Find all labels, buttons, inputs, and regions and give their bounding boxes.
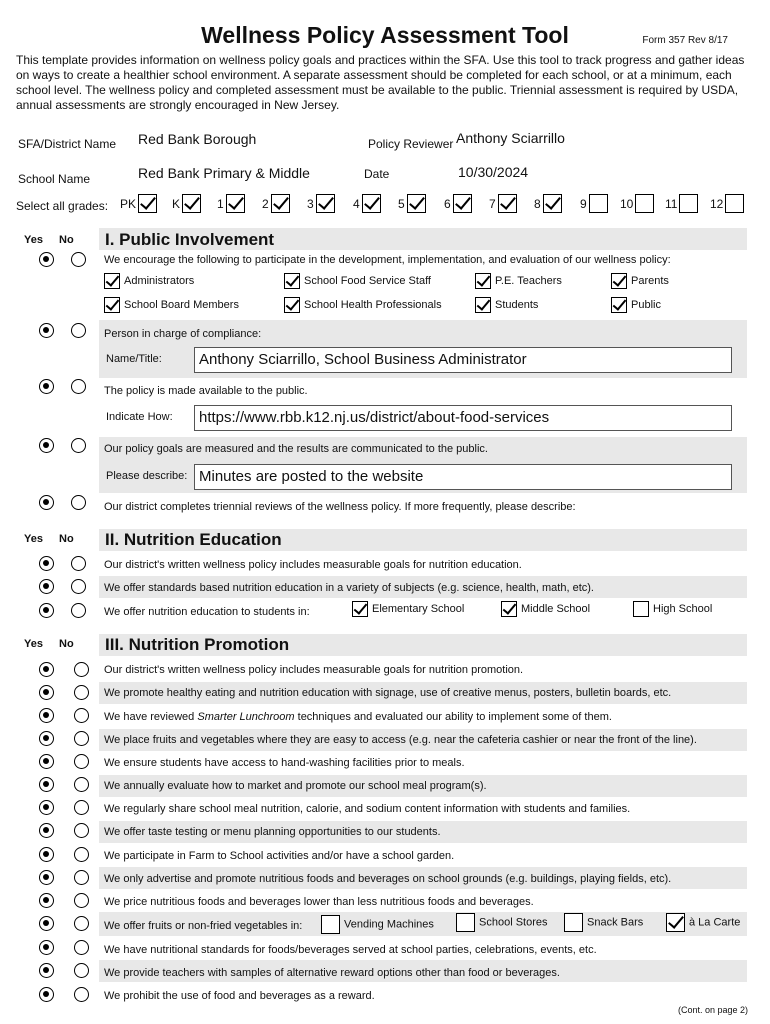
option-label: Administrators bbox=[124, 274, 195, 287]
yes-radio[interactable] bbox=[39, 379, 54, 394]
participant-school-board[interactable] bbox=[104, 297, 239, 313]
no-radio[interactable] bbox=[71, 379, 86, 394]
grade-pk[interactable] bbox=[120, 194, 159, 213]
date-label: Date bbox=[364, 167, 390, 181]
checkbox[interactable] bbox=[284, 273, 300, 289]
checkbox[interactable] bbox=[321, 915, 340, 934]
date-field[interactable]: 10/30/2024 bbox=[458, 164, 529, 180]
no-radio[interactable] bbox=[74, 731, 89, 746]
option-label: Middle School bbox=[521, 602, 591, 615]
option-label: Students bbox=[495, 298, 539, 311]
grade-label: 8 bbox=[534, 196, 541, 211]
grade-label: PK bbox=[120, 196, 137, 211]
grade-checkbox[interactable] bbox=[498, 194, 517, 213]
level-high[interactable] bbox=[633, 601, 712, 617]
yes-radio[interactable] bbox=[39, 603, 54, 618]
yes-header: Yes bbox=[24, 533, 43, 545]
question-text bbox=[104, 711, 612, 723]
section-title: II. Nutrition Education bbox=[105, 530, 282, 549]
grade-checkbox[interactable] bbox=[362, 194, 381, 213]
question-text: We regularly share school meal nutrition, calorie, and sodium content information with students and families. bbox=[104, 803, 631, 815]
yes-radio[interactable] bbox=[39, 252, 54, 267]
yes-radio[interactable] bbox=[39, 754, 54, 769]
no-radio[interactable] bbox=[71, 495, 86, 510]
venue-snack-bars[interactable] bbox=[564, 913, 643, 932]
no-radio[interactable] bbox=[74, 754, 89, 769]
question-text-part: techniques and evaluated our ability to implement some of them. bbox=[294, 711, 612, 723]
question-text: Our policy goals are measured and the results are communicated to the public. bbox=[104, 443, 488, 455]
grade-label: 12 bbox=[710, 196, 724, 211]
grade-checkbox[interactable] bbox=[589, 194, 608, 213]
question-text: We prohibit the use of food and beverages as a reward. bbox=[104, 990, 375, 1002]
yes-radio[interactable] bbox=[39, 556, 54, 571]
grade-checkbox[interactable] bbox=[543, 194, 562, 213]
yes-header: Yes bbox=[24, 234, 43, 246]
yes-radio[interactable] bbox=[39, 870, 54, 885]
no-header: No bbox=[59, 234, 74, 246]
venue-vending[interactable] bbox=[321, 915, 434, 934]
grade-checkbox[interactable] bbox=[182, 194, 201, 213]
venue-a-la-carte[interactable] bbox=[666, 913, 740, 932]
no-radio[interactable] bbox=[74, 940, 89, 955]
grade-label: 5 bbox=[398, 196, 405, 211]
yes-radio[interactable] bbox=[39, 916, 54, 931]
grade-label: 9 bbox=[580, 196, 587, 211]
sfa-label: SFA/District Name bbox=[18, 137, 117, 151]
participant-students[interactable] bbox=[475, 297, 538, 313]
question-text: Our district's written wellness policy includes measurable goals for nutrition education. bbox=[104, 559, 522, 571]
participant-parents[interactable] bbox=[611, 273, 669, 289]
grades-label: Select all grades: bbox=[16, 199, 109, 213]
yes-radio[interactable] bbox=[39, 823, 54, 838]
no-radio[interactable] bbox=[74, 916, 89, 931]
grade-checkbox[interactable] bbox=[316, 194, 335, 213]
yes-radio[interactable] bbox=[39, 662, 54, 677]
question-text: The policy is made available to the public. bbox=[104, 385, 308, 397]
grade-11[interactable] bbox=[665, 194, 700, 213]
availability-field[interactable]: https://www.rbb.k12.nj.us/district/about-food-services bbox=[194, 405, 732, 431]
grade-checkbox[interactable] bbox=[226, 194, 245, 213]
section-title: III. Nutrition Promotion bbox=[105, 635, 290, 654]
checkbox[interactable] bbox=[284, 297, 300, 313]
participant-administrators[interactable] bbox=[104, 273, 194, 289]
option-label: P.E. Teachers bbox=[495, 274, 562, 287]
grade-checkbox[interactable] bbox=[725, 194, 744, 213]
grade-label: 6 bbox=[444, 196, 451, 211]
section-nutrition-education-header bbox=[16, 530, 756, 552]
option-label: School Food Service Staff bbox=[304, 274, 431, 287]
no-radio[interactable] bbox=[74, 963, 89, 978]
grade-label: 10 bbox=[620, 196, 634, 211]
yes-radio[interactable] bbox=[39, 579, 54, 594]
question-text: Our district's written wellness policy includes measurable goals for nutrition promotion. bbox=[104, 664, 524, 676]
form-number: Form 357 Rev 8/17 bbox=[642, 35, 728, 46]
grade-label: 7 bbox=[489, 196, 496, 211]
checkbox[interactable] bbox=[564, 913, 583, 932]
no-radio[interactable] bbox=[71, 556, 86, 571]
school-field[interactable]: Red Bank Primary & Middle bbox=[138, 165, 310, 181]
continuation-note: (Cont. on page 2) bbox=[677, 1005, 748, 1015]
section-public-involvement-header bbox=[16, 230, 756, 252]
question-text: We offer fruits or non-fried vegetables in: bbox=[104, 920, 303, 932]
question-text: We offer taste testing or menu planning opportunities to our students. bbox=[104, 826, 441, 838]
question-text: We price nutritious foods and beverages lower than less nutritious foods and beverages. bbox=[104, 896, 534, 908]
yes-radio[interactable] bbox=[39, 987, 54, 1002]
compliance-name-field[interactable]: Anthony Sciarrillo, School Business Administrator bbox=[194, 347, 732, 373]
checkbox[interactable] bbox=[666, 913, 685, 932]
question-text: Person in charge of compliance: bbox=[104, 328, 262, 340]
grade-k[interactable] bbox=[172, 194, 203, 213]
checkbox[interactable] bbox=[611, 297, 627, 313]
yes-radio[interactable] bbox=[39, 438, 54, 453]
option-label: School Board Members bbox=[124, 298, 239, 311]
yes-radio[interactable] bbox=[39, 963, 54, 978]
grade-checkbox[interactable] bbox=[453, 194, 472, 213]
grade-label: 2 bbox=[262, 196, 269, 211]
yes-radio[interactable] bbox=[39, 323, 54, 338]
no-radio[interactable] bbox=[74, 823, 89, 838]
reviewer-label: Policy Reviewer bbox=[368, 137, 454, 151]
no-radio[interactable] bbox=[74, 662, 89, 677]
page-title: Wellness Policy Assessment Tool bbox=[201, 22, 569, 48]
no-radio[interactable] bbox=[74, 870, 89, 885]
grade-checkbox[interactable] bbox=[138, 194, 157, 213]
checkbox[interactable] bbox=[611, 273, 627, 289]
grade-selector bbox=[16, 194, 756, 220]
grade-4[interactable] bbox=[353, 194, 383, 213]
grade-2[interactable] bbox=[262, 194, 292, 213]
grade-label: 1 bbox=[217, 196, 224, 211]
grade-3[interactable] bbox=[307, 194, 337, 213]
grade-label: 11 bbox=[665, 196, 678, 211]
no-radio[interactable] bbox=[74, 685, 89, 700]
checkbox[interactable] bbox=[475, 273, 491, 289]
grade-10[interactable] bbox=[620, 194, 656, 213]
option-label: High School bbox=[653, 602, 713, 615]
yes-radio[interactable] bbox=[39, 847, 54, 862]
field-label: Name/Title: bbox=[106, 353, 162, 365]
grade-12[interactable] bbox=[710, 194, 746, 213]
question-text: We ensure students have access to hand-washing facilities prior to meals. bbox=[104, 757, 465, 769]
no-radio[interactable] bbox=[74, 893, 89, 908]
field-label: Indicate How: bbox=[106, 411, 173, 423]
option-label: Parents bbox=[631, 274, 669, 287]
question-text: We only advertise and promote nutritious foods and beverages on school grounds (e.g. buildings, playing fields, etc). bbox=[104, 873, 672, 885]
grade-checkbox[interactable] bbox=[407, 194, 426, 213]
no-header: No bbox=[59, 533, 74, 545]
no-header: No bbox=[59, 638, 74, 650]
grade-label: 3 bbox=[307, 196, 314, 211]
checkbox[interactable] bbox=[352, 601, 368, 617]
participant-pe-teachers[interactable] bbox=[475, 273, 562, 289]
participant-health-professionals[interactable] bbox=[284, 297, 442, 313]
question-text: We offer standards based nutrition education in a variety of subjects (e.g. science, health, math, etc). bbox=[104, 582, 594, 594]
intro-text: This template provides information on wellness policy goals and practices within the SFA. Use this tool to track progress and gather ideas on ways to create a healthier school environment. A separate assessment should be completed for each school, or at a minimum, each school level. The wellness policy and completed assessment must be available to the public. Triennial assessment is required by USDA, annual assessments are strongly encouraged in New Jersey. bbox=[16, 53, 745, 112]
checkbox[interactable] bbox=[633, 601, 649, 617]
no-radio[interactable] bbox=[74, 708, 89, 723]
checkbox[interactable] bbox=[104, 297, 120, 313]
grade-checkbox[interactable] bbox=[635, 194, 654, 213]
question-text: We offer nutrition education to students in: bbox=[104, 606, 310, 618]
question-text: We promote healthy eating and nutrition education with signage, use of creative menus, posters, bulletin boards, etc. bbox=[104, 687, 672, 699]
question-text-emphasis: Smarter Lunchroom bbox=[197, 711, 295, 723]
grade-label: K bbox=[172, 196, 181, 211]
question-text: We encourage the following to participate in the development, implementation, and evaluation of our wellness policy: bbox=[104, 254, 671, 266]
checkbox[interactable] bbox=[475, 297, 491, 313]
option-label: School Health Professionals bbox=[304, 298, 442, 311]
question-text: We provide teachers with samples of alternative reward options other than food or beverages. bbox=[104, 967, 560, 979]
question-text: Our district completes triennial reviews of the wellness policy. If more frequently, please describe: bbox=[104, 501, 576, 513]
no-radio[interactable] bbox=[74, 987, 89, 1002]
level-middle[interactable] bbox=[501, 601, 590, 617]
grade-5[interactable] bbox=[398, 194, 428, 213]
no-radio[interactable] bbox=[71, 323, 86, 338]
question-text: We place fruits and vegetables where they are easy to access (e.g. near the cafeteria cashier or near the front of the line). bbox=[104, 734, 697, 746]
school-label: School Name bbox=[18, 172, 91, 186]
sfa-field[interactable]: Red Bank Borough bbox=[138, 131, 257, 147]
section-title: I. Public Involvement bbox=[105, 230, 275, 249]
yes-radio[interactable] bbox=[39, 495, 54, 510]
participant-food-service-staff[interactable] bbox=[284, 273, 431, 289]
grade-label: 4 bbox=[353, 196, 360, 211]
participant-public[interactable] bbox=[611, 297, 661, 313]
yes-radio[interactable] bbox=[39, 777, 54, 792]
no-radio[interactable] bbox=[71, 579, 86, 594]
option-label: Public bbox=[631, 298, 661, 311]
no-radio[interactable] bbox=[74, 847, 89, 862]
yes-radio[interactable] bbox=[39, 685, 54, 700]
option-label: School Stores bbox=[479, 916, 548, 929]
no-radio[interactable] bbox=[74, 800, 89, 815]
level-elementary[interactable] bbox=[352, 601, 464, 617]
checkbox[interactable] bbox=[104, 273, 120, 289]
option-label: Elementary School bbox=[372, 602, 465, 615]
checkbox[interactable] bbox=[456, 913, 475, 932]
grade-9[interactable] bbox=[580, 194, 610, 213]
yes-radio[interactable] bbox=[39, 800, 54, 815]
venue-school-stores[interactable] bbox=[456, 913, 547, 932]
option-label: Snack Bars bbox=[587, 916, 644, 929]
option-label: à La Carte bbox=[689, 916, 741, 929]
question-text: We participate in Farm to School activities and/or have a school garden. bbox=[104, 850, 455, 862]
yes-radio[interactable] bbox=[39, 940, 54, 955]
grade-7[interactable] bbox=[489, 194, 519, 213]
no-radio[interactable] bbox=[74, 777, 89, 792]
section-nutrition-promotion-header bbox=[16, 635, 756, 657]
grade-checkbox[interactable] bbox=[271, 194, 290, 213]
option-label: Vending Machines bbox=[344, 918, 434, 931]
checkbox[interactable] bbox=[501, 601, 517, 617]
no-radio[interactable] bbox=[71, 438, 86, 453]
question-text: We annually evaluate how to market and promote our school meal program(s). bbox=[104, 780, 487, 792]
grade-6[interactable] bbox=[444, 194, 474, 213]
grade-1[interactable] bbox=[217, 194, 247, 213]
reviewer-field[interactable]: Anthony Sciarrillo bbox=[456, 130, 565, 146]
yes-radio[interactable] bbox=[39, 708, 54, 723]
field-label: Please describe: bbox=[106, 470, 188, 482]
measurement-field[interactable]: Minutes are posted to the website bbox=[194, 464, 732, 490]
no-radio[interactable] bbox=[71, 603, 86, 618]
grade-checkbox[interactable] bbox=[679, 194, 698, 213]
question-text-part: We have reviewed bbox=[104, 711, 198, 723]
yes-radio[interactable] bbox=[39, 893, 54, 908]
yes-radio[interactable] bbox=[39, 731, 54, 746]
no-radio[interactable] bbox=[71, 252, 86, 267]
yes-header: Yes bbox=[24, 638, 43, 650]
question-text: We have nutritional standards for foods/beverages served at school parties, celebrations, events, etc. bbox=[104, 944, 597, 956]
grade-8[interactable] bbox=[534, 194, 564, 213]
